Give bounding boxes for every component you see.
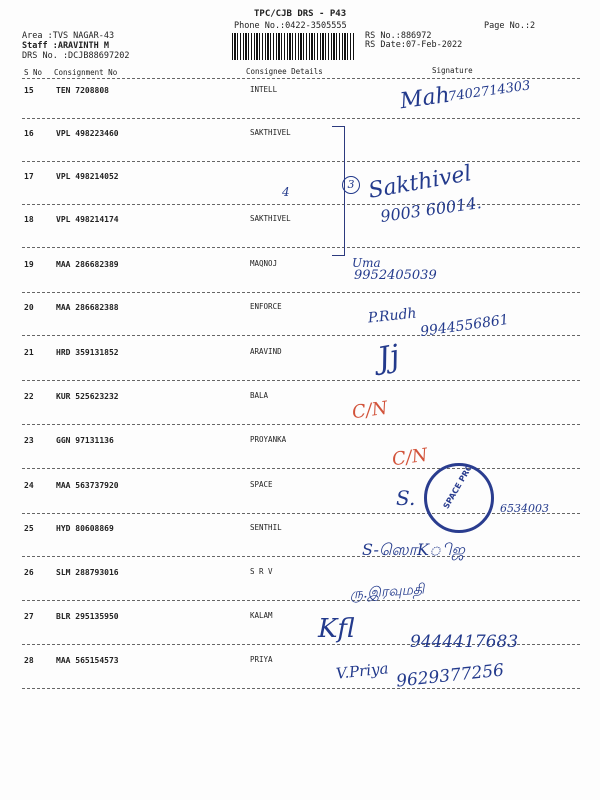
row-consignment: TEN 7208808	[56, 86, 109, 95]
space-pro-stamp	[424, 463, 494, 533]
staff: Staff :ARAVINTH M	[22, 41, 109, 51]
row-divider	[22, 118, 580, 119]
row-consignment: MAA 286682388	[56, 303, 119, 312]
page-number: Page No.:2	[484, 21, 536, 31]
signature-25: S-ஸொKிஜ	[362, 540, 465, 559]
col-consignment: Consignment No	[54, 68, 118, 77]
phone-15: 7402714303	[447, 78, 532, 105]
row-divider	[22, 204, 580, 205]
row-consignment: HYD 80608869	[56, 524, 114, 533]
row-consignment: KUR 525623232	[56, 392, 119, 401]
row-consignee: SAKTHIVEL	[250, 128, 291, 137]
row-sno: 16	[24, 129, 34, 138]
phone-18: 9003 60014.	[379, 193, 483, 226]
signature-21: Jj	[375, 338, 403, 377]
col-sno: S No	[24, 68, 43, 77]
phone-number: Phone No.:0422-3505555	[234, 21, 347, 31]
row-consignee: MAQNOJ	[250, 259, 278, 268]
circled-note: 3	[342, 176, 360, 194]
signature-18: Sakthivel	[366, 161, 474, 204]
row-sno: 17	[24, 172, 34, 181]
row-consignee: ENFORCE	[250, 302, 282, 311]
row-sno: 24	[24, 481, 34, 490]
row-divider	[22, 513, 580, 514]
row-consignment: MAA 563737920	[56, 481, 119, 490]
row-sno: 18	[24, 215, 34, 224]
row-sno: 25	[24, 524, 34, 533]
row-consignment: VPL 498214174	[56, 215, 119, 224]
row-consignee: KALAM	[250, 611, 273, 620]
row-divider	[22, 161, 580, 162]
row-sno: 15	[24, 86, 34, 95]
row-consignment: HRD 359131852	[56, 348, 119, 357]
row-consignment: VPL 498223460	[56, 129, 119, 138]
signature-19: Uma	[352, 256, 381, 270]
row-sno: 26	[24, 568, 34, 577]
row-divider	[22, 600, 580, 601]
row-consignee: SAKTHIVEL	[250, 214, 291, 223]
row-divider	[22, 292, 580, 293]
row-consignee: SENTHIL	[250, 523, 282, 532]
phone-24: 6534003	[500, 502, 549, 515]
col-consignee: Consignee Details	[246, 67, 323, 76]
signature-27: Kfl	[318, 614, 355, 644]
row-consignee: SPACE	[250, 480, 273, 489]
barcode	[232, 33, 354, 60]
header-divider	[22, 78, 580, 79]
phone-27: 9444417683	[410, 632, 519, 652]
phone-20: 9944556861	[419, 311, 510, 341]
signature-15: Mah	[398, 82, 452, 115]
row-sno: 22	[24, 392, 34, 401]
row-sno: 19	[24, 260, 34, 269]
row-consignee: ARAVIND	[250, 347, 282, 356]
row-consignee: INTELL	[250, 85, 278, 94]
signature-28: V.Priya	[335, 659, 390, 683]
row-divider	[22, 556, 580, 557]
row-divider	[22, 688, 580, 689]
row-consignment: MAA 565154573	[56, 656, 119, 665]
row-consignee: PRIYA	[250, 655, 273, 664]
drs-number: DRS No. :DCJB88697202	[22, 51, 130, 61]
row-consignment: VPL 498214052	[56, 172, 119, 181]
row-sno: 23	[24, 436, 34, 445]
row-sno: 28	[24, 656, 34, 665]
phone-19: 9952405039	[354, 268, 437, 283]
row-consignment: BLR 295135950	[56, 612, 119, 621]
col-signature: Signature	[432, 66, 473, 75]
cn-mark-23: C/N	[390, 444, 429, 471]
rs-date: RS Date:07-Feb-2022	[365, 40, 463, 50]
note-17: 4	[282, 185, 290, 199]
row-consignment: SLM 288793016	[56, 568, 119, 577]
bracket-mark	[332, 126, 345, 256]
phone-28: 9629377256	[395, 660, 505, 692]
row-sno: 21	[24, 348, 34, 357]
row-sno: 27	[24, 612, 34, 621]
row-consignee: BALA	[250, 391, 269, 400]
row-consignment: MAA 286682389	[56, 260, 119, 269]
row-consignee: PROYANKA	[250, 435, 287, 444]
signature-26: ரு.இரவுமதி	[349, 581, 425, 603]
rs-number: RS No.:886972	[365, 31, 432, 41]
row-divider	[22, 247, 580, 248]
row-consignment: GGN 97131136	[56, 436, 114, 445]
row-sno: 20	[24, 303, 34, 312]
signature-24: S.	[396, 486, 416, 510]
document-title: TPC/CJB DRS - P43	[254, 9, 347, 19]
cn-mark-22: C/N	[350, 397, 389, 424]
signature-20: P.Rudh	[367, 305, 418, 327]
row-divider	[22, 380, 580, 381]
row-divider	[22, 335, 580, 336]
row-divider	[22, 424, 580, 425]
stamp-label: SPACE PRO	[441, 462, 475, 511]
row-consignee: S R V	[250, 567, 273, 576]
area: Area :TVS NAGAR-43	[22, 31, 115, 41]
row-divider	[22, 468, 580, 469]
